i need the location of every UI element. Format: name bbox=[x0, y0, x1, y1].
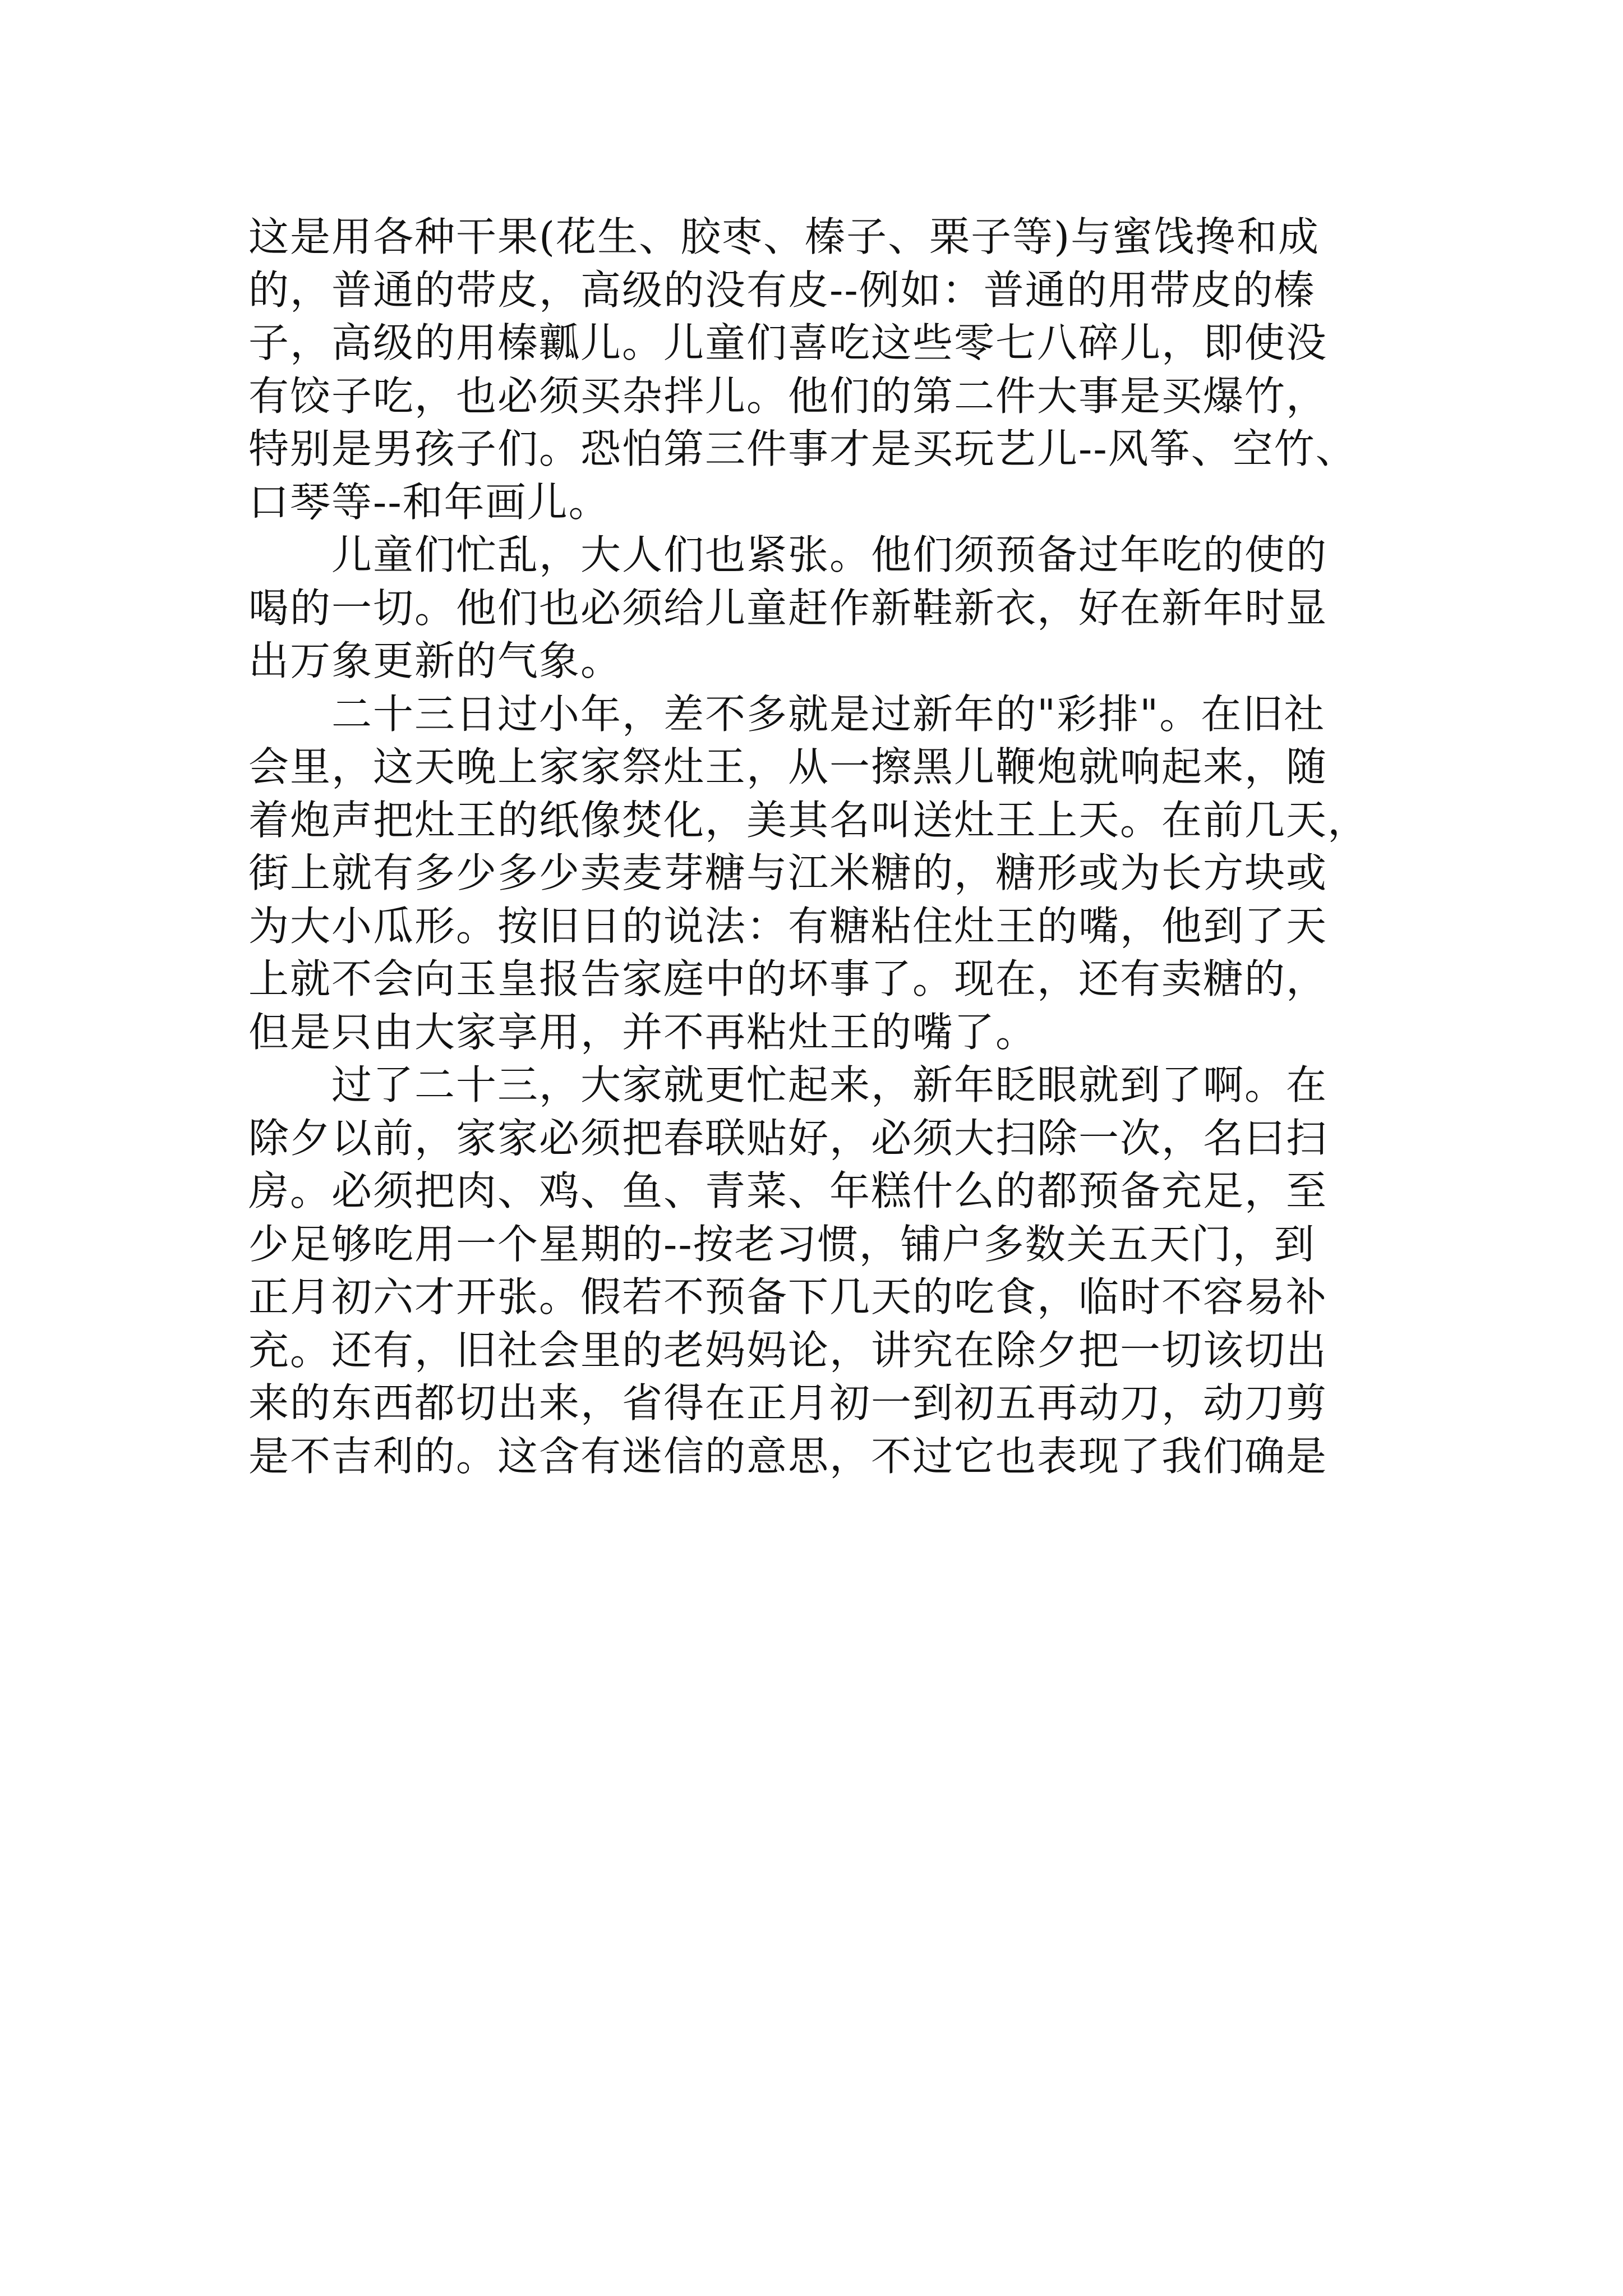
text-line: 有饺子吃，也必须买杂拌儿。他们的第二件大事是买爆竹， bbox=[248, 372, 1328, 420]
text-line: 为大小瓜形。按旧日的说法：有糖粘住灶王的嘴，他到了天 bbox=[248, 902, 1328, 950]
text-line: 正月初六才开张。假若不预备下几天的吃食，临时不容易补 bbox=[248, 1273, 1328, 1320]
text-line: 喝的一切。他们也必须给儿童赶作新鞋新衣，好在新年时显 bbox=[248, 584, 1328, 632]
text-line: 上就不会向玉皇报告家庭中的坏事了。现在，还有卖糖的， bbox=[248, 955, 1328, 1002]
text-line: 会里，这天晚上家家祭灶王，从一擦黑儿鞭炮就响起来，随 bbox=[248, 743, 1328, 790]
text-line: 口琴等--和年画儿。 bbox=[248, 478, 610, 526]
text-line: 这是用各种干果(花生、胶枣、榛子、栗子等)与蜜饯搀和成 bbox=[248, 213, 1320, 260]
text-line: 街上就有多少多少卖麦芽糖与江米糖的，糖形或为长方块或 bbox=[248, 849, 1328, 896]
text-line: 少足够吃用一个星期的--按老习惯，铺户多数关五天门，到 bbox=[248, 1220, 1316, 1268]
text-line: 除夕以前，家家必须把春联贴好，必须大扫除一次，名曰扫 bbox=[248, 1114, 1328, 1162]
text-line: 出万象更新的气象。 bbox=[248, 637, 623, 684]
text-line: 的，普通的带皮，高级的没有皮--例如：普通的用带皮的榛 bbox=[248, 266, 1316, 314]
text-line: 来的东西都切出来，省得在正月初一到初五再动刀，动刀剪 bbox=[248, 1379, 1328, 1427]
text-line: 过了二十三，大家就更忙起来，新年眨眼就到了啊。在 bbox=[248, 1061, 1328, 1108]
text-line: 子，高级的用榛瓤儿。儿童们喜吃这些零七八碎儿，即使没 bbox=[248, 319, 1328, 366]
text-line: 是不吉利的。这含有迷信的意思，不过它也表现了我们确是 bbox=[248, 1432, 1328, 1480]
body-text bbox=[248, 210, 1387, 1483]
text-line: 儿童们忙乱，大人们也紧张。他们须预备过年吃的使的 bbox=[248, 531, 1328, 578]
text-line: 但是只由大家享用，并不再粘灶王的嘴了。 bbox=[248, 1008, 1038, 1056]
text-line: 充。还有，旧社会里的老妈妈论，讲究在除夕把一切该切出 bbox=[248, 1326, 1328, 1374]
text-line: 二十三日过小年，差不多就是过新年的"彩排"。在旧社 bbox=[248, 690, 1326, 738]
text-line: 房。必须把肉、鸡、鱼、青菜、年糕什么的都预备充足，至 bbox=[248, 1167, 1328, 1214]
text-line: 着炮声把灶王的纸像焚化，美其名叫送灶王上天。在前几天， bbox=[248, 796, 1370, 844]
text-line: 特别是男孩子们。恐怕第三件事才是买玩艺儿--风筝、空竹、 bbox=[248, 425, 1357, 472]
